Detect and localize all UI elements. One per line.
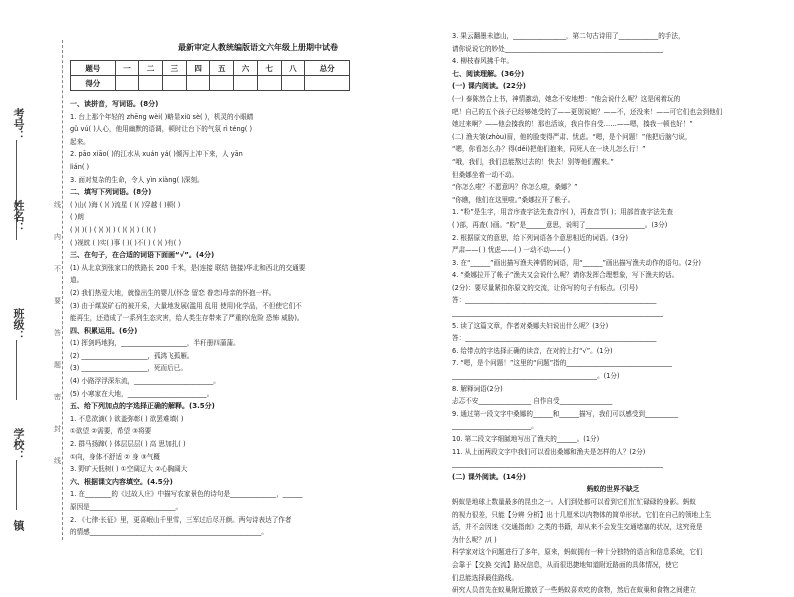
seal-char: 线 [54,201,61,209]
question-line: (1) 从北京到张家口的铁路长 200 千米，是(连接 联结 链接)华北和西北的交通要 [70,263,306,272]
question-line: (3) 由于煤炭矿石的被开采，大量地发展(滥用 乱用 使用)化学品，不但使它们不 [70,301,302,310]
question-line: “你瞧，他们在这里啦。”桑娜拉开了帐子。 [452,195,575,204]
question-line: 3. 面对复杂的生命，令人 yìn xiàng( )深刻。 [70,175,204,184]
question-line: (一) 泰陈然合上书，神情激动，她念不安地想：“他会说什么呢？这是闲着玩的 [452,94,681,103]
question-line: lián( ) [70,162,90,171]
question-line: 3. 果云翻墨未遮山，________________，第二句古诗用了____________的手法， [452,32,685,40]
section-heading: 六、根据课文内容填空。(4.5分) [70,477,173,486]
question-line: ( )朗 [70,213,84,222]
question-line: 2. 根据原文的意思，给下列词语各个意思相近的词语。(3分) [452,233,628,242]
question-line: 2. 群马扬蹄( ) 体层层层( ) 高 思加扎( ) [70,440,186,449]
question-line: “你怎么啦？不愿意吗？你怎么啦，桑娜？” [452,183,578,192]
question-line: ( )视眈 ( )实( )事 ( )( )不( ) ( )( )有( ) [70,238,182,247]
question-line: gǔ vú( )人心，他用幽默的语调，顿时让台下的气氛 rì téng( ) [70,125,253,134]
question-line: 严肃——( ) 忧虑——( ) 一动不动——( ) [452,246,571,255]
question-line: 8. 解释词语(2分) [452,384,503,393]
question-line: 能再生，还造成了一系列生态灾害，给人类生存带来了严重的(危险 恐怖 威胁)。 [70,314,304,323]
score-entry-cell[interactable] [234,76,258,91]
question-line: (2) ____________________，孤鸿飞孤雁。 [70,351,194,360]
question-line: 9. 通过第一段文字中桑娜的______和______描写，我们可以感受到__________ [452,409,678,418]
seal-char: 线 [54,457,61,465]
binding-margin [0,0,70,562]
score-cell: 五 [210,61,234,76]
question-line: 的情感____________________________________________________。 [70,528,268,537]
class-line [16,340,17,400]
question-line: ( )山( )海 ( )( )流星 ( )( )穿越 ( )顿( ) [70,200,181,209]
question-line: 答：__________________________________________________________ [452,334,657,343]
question-line: 研究人员首先在蚁巢附近撒放了一些蚂蚁喜欢吃的食物，然后在蚁巢和食物之间建立 [452,586,696,595]
question-line: 忐忑不安________________ 自作自受________________ [452,397,613,406]
question-line: 科学家对这个问题进行了多年，原来，蚂蚁拥有一种十分独特的语言和信息系统，它们 [452,548,703,557]
question-line: 2. pāo xiāo( )的江水从 xuán yá( )倾泻上冲下来，人 yān [70,150,243,159]
school-line [16,460,17,510]
section-heading: 四、积累运用。(6分) [70,326,138,335]
question-line: 会靠于【交换 交流】路况信息，从而很迅捷地知道附近路面的具体情况，使它 [452,560,679,569]
question-line: 4. “桑娜拉开了帐子”渔夫又会说什么呢？请你发挥合理想象，写下渔夫的话。 [452,271,679,280]
score-entry-cell[interactable] [186,76,210,91]
seal-char: 封 [54,425,61,433]
seal-dashed-line [62,40,63,540]
question-line: 的视力很差，只能【分辨 分析】出十几厘米以内物体的简单形状。它们在自己的领地上生 [452,510,712,519]
question-line: 活，并不会因迷《交通指南》之类的书籍，却从来不会发生交通堵塞的状况，这究竟是 [452,523,703,532]
question-line: 11. 从上面两段文字中我们可以看出桑娜和渔夫是怎样的人？(2分) [452,447,646,456]
section-heading: 三、在句子，在合适的词语下面画“√”。(4分) [70,251,215,260]
question-line: 蚂蚁是地球上数量最多的昆虫之一。人们到处都可以看到它们忙忙碌碌的身影。蚂蚁 [452,497,696,506]
score-entry-cell[interactable] [281,76,305,91]
question-line: 答：__________________________________________________________ [452,296,657,305]
section-heading: (一) 课内阅读。(22分) [452,82,526,91]
question-line: (二) 渔夫皱(zhòu)眉，他的脸变得严肃、忧虑。“嗯，是个问题！”他把后脑勺说， [452,132,692,141]
question-line: 原因是__________________________。 [70,503,183,511]
question-line: (4) 小路浮浮深东流，________________________。 [70,377,220,386]
seal-char: 不 [54,265,61,273]
score-cell: 四 [186,61,210,76]
question-line: 1. “粉”是生字，用音序查字法先查音序( )，再查音节( )；用部首查字法先查 [452,208,673,217]
score-cell: 七 [257,61,281,76]
score-entry-cell[interactable] [139,76,163,91]
score-entry-cell[interactable] [115,76,139,91]
question-line: ①向，身体不舒适 ② 身 ③气概 [70,452,160,461]
question-line: 5. 读了这篇文章，作者对桑娜夫妇说出什么呢？(3分) [452,321,609,330]
question-line: ________________________________________________________________ [452,460,663,469]
seal-char: 内 [54,233,61,241]
question-line: ________________________________________________________________ [452,309,663,318]
score-entry-cell[interactable] [257,76,281,91]
score-cell: 题号 [71,61,116,76]
section-heading: (二) 课外阅读。(14分) [452,472,526,481]
question-line: 吧！自己的五个孩子已经够她受的了——更别说她？——不，还没来！——可它们也会到他们 [452,107,723,116]
question-line: 起来。 [70,137,90,146]
seal-char: 题 [54,361,61,369]
exam-number-label: 考号： [12,108,25,141]
question-line: (2) 我们热爱大地，就像出生的婴儿(怀念 留恋 眷恋)母亲的怀抱一样。 [70,288,276,297]
question-line: 她过来啊？——他会揍我的！那也活该，我自作自受……——嗯，揍我一顿也好！” [452,120,693,129]
school-label: 学校： [12,428,25,461]
question-line: 3. 野旷天低树( ) ①空阔辽大 ②心胸阔大 [70,465,188,474]
question-line: “嗯，你看怎么办？得(děi)把他们抱来，同死人在一块儿怎么行！” [452,145,646,154]
seal-char: 答 [54,329,61,337]
question-line: “哦，我们，我们总能熬过去的！快去！别等他们醒来。” [452,157,614,166]
question-line: 4. 柳枝春风拂千年。 [452,57,514,66]
question-line: ( )( )( ) ( )( )( ) ( )( )( ) ( )( ) [70,225,156,234]
question-line: 道。 [70,276,84,285]
question-line: 10. 第二段文字细腻地写出了渔夫的______。(1分) [452,435,600,443]
question-line: 请你说说它的妙处________________________________________________ [452,44,663,53]
question-line: (2分)：要尽量紧扣你原文的交流，让你写的句子有标点。(引号) [452,283,638,292]
question-line: ____________________________________________。(1分) [452,372,620,381]
section-heading: 七、阅读理解。(36分) [452,69,525,78]
score-cell: 六 [234,61,258,76]
question-line: ①欲望 ②需要，希望 ③将要 [70,427,152,436]
question-line: 1. 不息欲滴( ) 欲盖弥彰( ) 欲罢难填( ) [70,414,184,423]
exam-title: 最新审定人教统编版语文六年级上册期中试卷 [178,43,338,52]
question-line: (1) 挥剑吗地狗，____________________，半秆册四蒲蒲。 [70,339,240,348]
score-entry-cell[interactable] [163,76,187,91]
question-line: ( )部，再查( )画。“粉”是______意思，说明了__________________。(3分) [452,220,668,229]
score-cell: 二 [139,61,163,76]
score-cell: 一 [115,61,139,76]
score-table-header-row [71,61,350,76]
score-cell: 八 [281,61,305,76]
passage-title: 蚂蚁的世界不缺乏 [586,485,640,494]
score-entry-cell[interactable] [210,76,234,91]
question-line: (3) ____________________，死而后已。 [70,364,187,373]
question-line: 为什么呢？//( ) [452,535,497,544]
score-cell: 总分 [305,61,350,76]
section-heading: 二、填写下列词语。(8分) [70,188,152,197]
class-label: 班级： [12,308,25,341]
section-heading: 五、给下列加点的字选择正确的解释。(3.5分) [70,402,215,411]
score-label-cell: 得分 [71,76,116,91]
score-entry-cell[interactable] [305,76,350,91]
right-question-list [452,30,774,597]
seal-char: 要 [54,297,61,305]
seal-char: 密 [54,393,61,401]
question-line: 2. 《七律·长征》里，更喜岷山千里雪，三军过后尽开颜。两句诗表达了作者 [70,515,292,524]
score-table-score-row [71,76,350,91]
question-line: 3. 在“______”画出描写渔夫神情的词语，用“______”画出描写渔夫动作的语句。(2分) [452,258,701,267]
question-line: 们总能选择最佳路线。 [452,573,518,582]
question-line: 1. 台上那个年轻的 zhēng wèi( )略显xiū sè( )，机灵的小眼睛 [70,112,254,121]
score-table [70,60,350,91]
question-line: 1. 在________的《过故人庄》中描写农家景色的诗句是______________，______ [70,490,303,499]
question-line: (5) 小寒家在大地，________________________。 [70,389,214,398]
question-line: 但桑娜坐着一动不动。 [452,170,518,179]
score-cell: 三 [163,61,187,76]
question-line: 6. 给带点的字选择正确的读音，在对的上打“√”。(1分) [452,346,613,355]
section-heading: 一、读拼音，写词语。(8分) [70,100,159,108]
town-label: 镇 [12,520,25,531]
name-label: 姓名： [12,200,25,233]
question-line: ________________________。 [452,422,538,431]
question-line: 7. “嗯，是个问题！”这里的“问题”指的________________________________ [452,359,672,368]
left-question-list [70,98,422,539]
